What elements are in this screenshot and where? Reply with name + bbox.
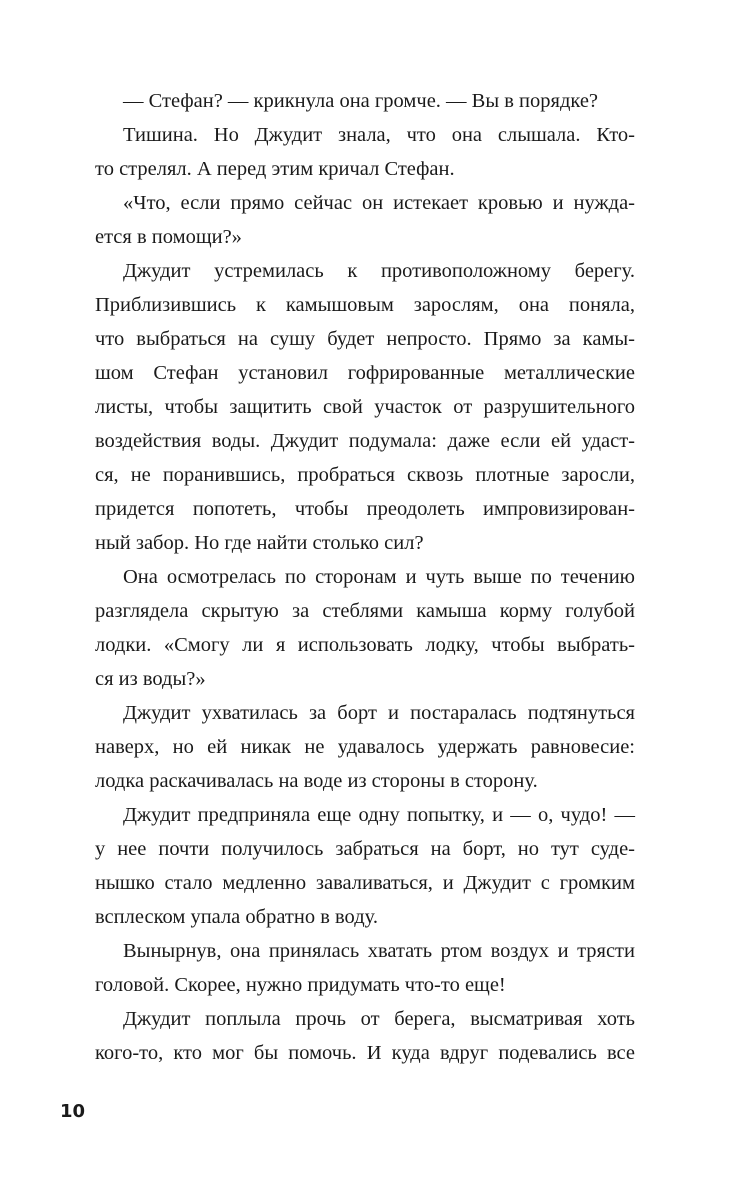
text-line: кого-то, кто мог бы помочь. И куда вдруг подевались все — [95, 1042, 635, 1064]
text-line: «Что, если прямо сейчас он истекает кровью и нужда- — [123, 192, 635, 214]
text-line: Вынырнув, она принялась хватать ртом воздух и трясти — [123, 940, 635, 962]
text-line: лодки. «Смогу ли я использовать лодку, чтобы выбрать- — [95, 634, 635, 656]
text-line: что выбраться на сушу будет непросто. Прямо за камы- — [95, 328, 635, 350]
text-line: то стрелял. А перед этим кричал Стефан. — [95, 158, 455, 180]
text-line: Джудит устремилась к противоположному берегу. — [123, 260, 635, 282]
text-line: Тишина. Но Джудит знала, что она слышала. Кто- — [123, 124, 635, 146]
text-line: Она осмотрелась по сторонам и чуть выше по течению — [123, 566, 635, 588]
text-line: наверх, но ей никак не удавалось удержать равновесие: — [95, 736, 635, 758]
text-line: Джудит предприняла еще одну попытку, и — о, чудо! — — [123, 804, 635, 826]
text-line: Приблизившись к камышовым зарослям, она поняла, — [95, 294, 635, 316]
text-line: ется в помощи?» — [95, 226, 242, 248]
page-number: 10 — [60, 1101, 86, 1122]
text-line: разглядела скрытую за стеблями камыша корму голубой — [95, 600, 635, 622]
text-line: шом Стефан установил гофрированные металлические — [95, 362, 635, 384]
text-line: головой. Скорее, нужно придумать что-то еще! — [95, 974, 506, 996]
text-line: ся из воды?» — [95, 668, 206, 690]
text-line: всплеском упала обратно в воду. — [95, 906, 378, 928]
text-line: нышко стало медленно заваливаться, и Джудит с громким — [95, 872, 635, 894]
text-line: листы, чтобы защитить свой участок от разрушительного — [95, 396, 635, 418]
text-line: лодка раскачивалась на воде из стороны в сторону. — [95, 770, 538, 792]
text-line: ный забор. Но где найти столько сил? — [95, 532, 424, 554]
text-line: придется попотеть, чтобы преодолеть импровизирован- — [95, 498, 635, 520]
text-line: Джудит ухватилась за борт и постаралась подтянуться — [123, 702, 635, 724]
text-line: — Стефан? — крикнула она громче. — Вы в порядке? — [123, 90, 599, 112]
text-line: у нее почти получилось забраться на борт, но тут суде- — [95, 838, 635, 860]
text-line: ся, не поранившись, пробраться сквозь плотные заросли, — [95, 464, 635, 486]
text-line: воздействия воды. Джудит подумала: даже если ей удаст- — [95, 430, 635, 452]
text-line: Джудит поплыла прочь от берега, высматривая хоть — [123, 1008, 635, 1030]
